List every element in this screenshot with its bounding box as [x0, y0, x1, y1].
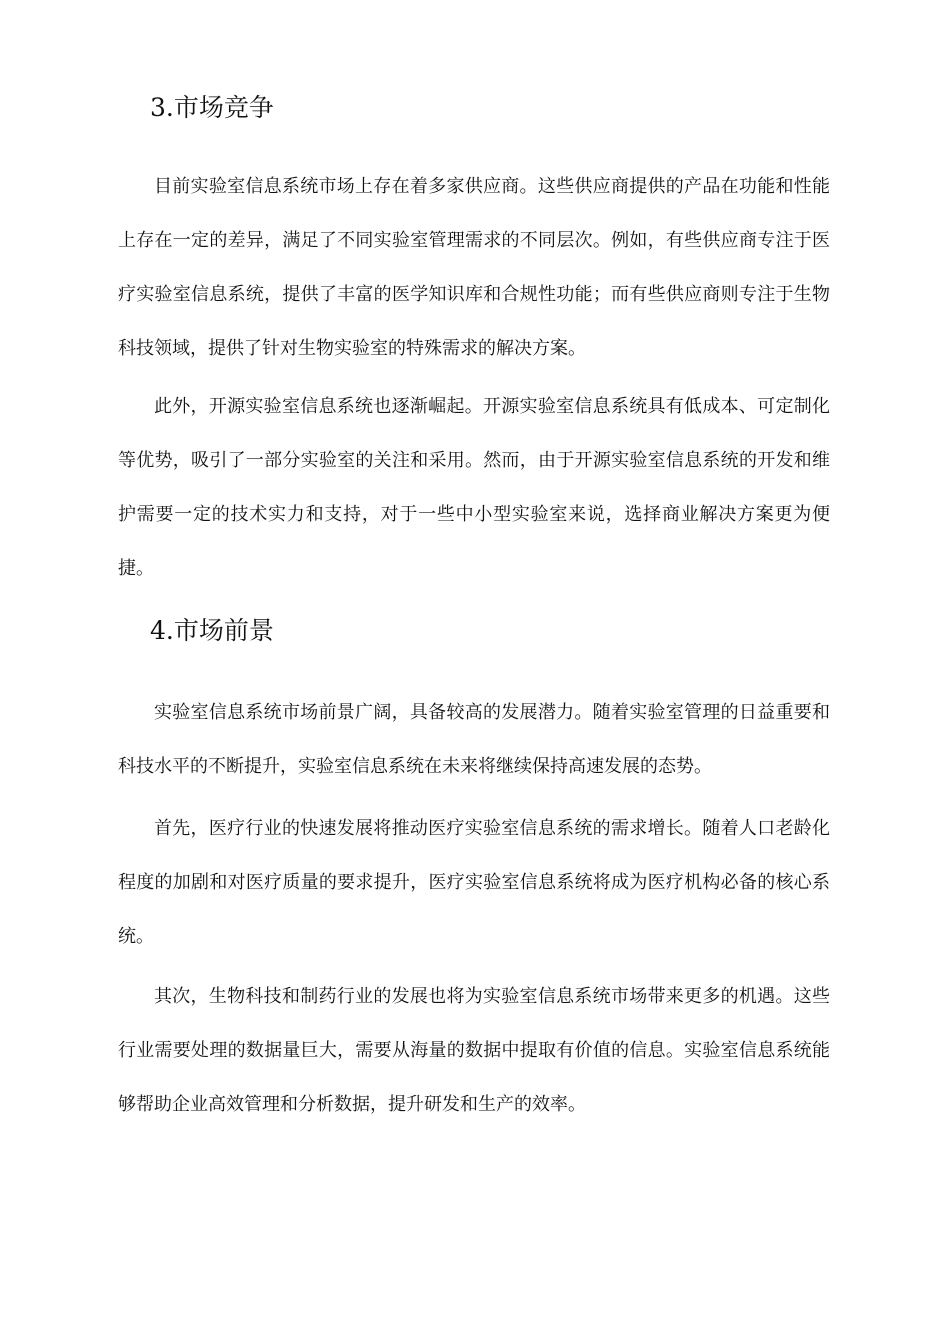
paragraph: 实验室信息系统市场前景广阔，具备较高的发展潜力。随着实验室管理的日益重要和科技水平的不断提升，实验室信息系统在未来将继续保持高速发展的态势。: [118, 702, 830, 777]
paragraph: 其次，生物科技和制药行业的发展也将为实验室信息系统市场带来更多的机遇。这些行业需要处理的数据量巨大，需要从海量的数据中提取有价值的信息。实验室信息系统能够帮助企业高效管理和分析数据，提升研发和生产的效率。: [118, 986, 830, 1115]
paragraph: 目前实验室信息系统市场上存在着多家供应商。这些供应商提供的产品在功能和性能上存在一定的差异，满足了不同实验室管理需求的不同层次。例如，有些供应商专注于医疗实验室信息系统，提供了丰富的医学知识库和合规性功能；而有些供应商则专注于生物科技领域，提供了针对生物实验室的特殊需求的解决方案。: [118, 176, 830, 359]
section-heading-market-outlook: 4.市场前景: [150, 616, 274, 645]
section-heading-market-competition: 3.市场竞争: [150, 93, 274, 122]
paragraph: 首先，医疗行业的快速发展将推动医疗实验室信息系统的需求增长。随着人口老龄化程度的加剧和对医疗质量的要求提升，医疗实验室信息系统将成为医疗机构必备的核心系统。: [118, 818, 830, 947]
paragraph: 此外，开源实验室信息系统也逐渐崛起。开源实验室信息系统具有低成本、可定制化等优势，吸引了一部分实验室的关注和采用。然而，由于开源实验室信息系统的开发和维护需要一定的技术实力和支持，对于一些中小型实验室来说，选择商业解决方案更为便捷。: [118, 396, 830, 579]
